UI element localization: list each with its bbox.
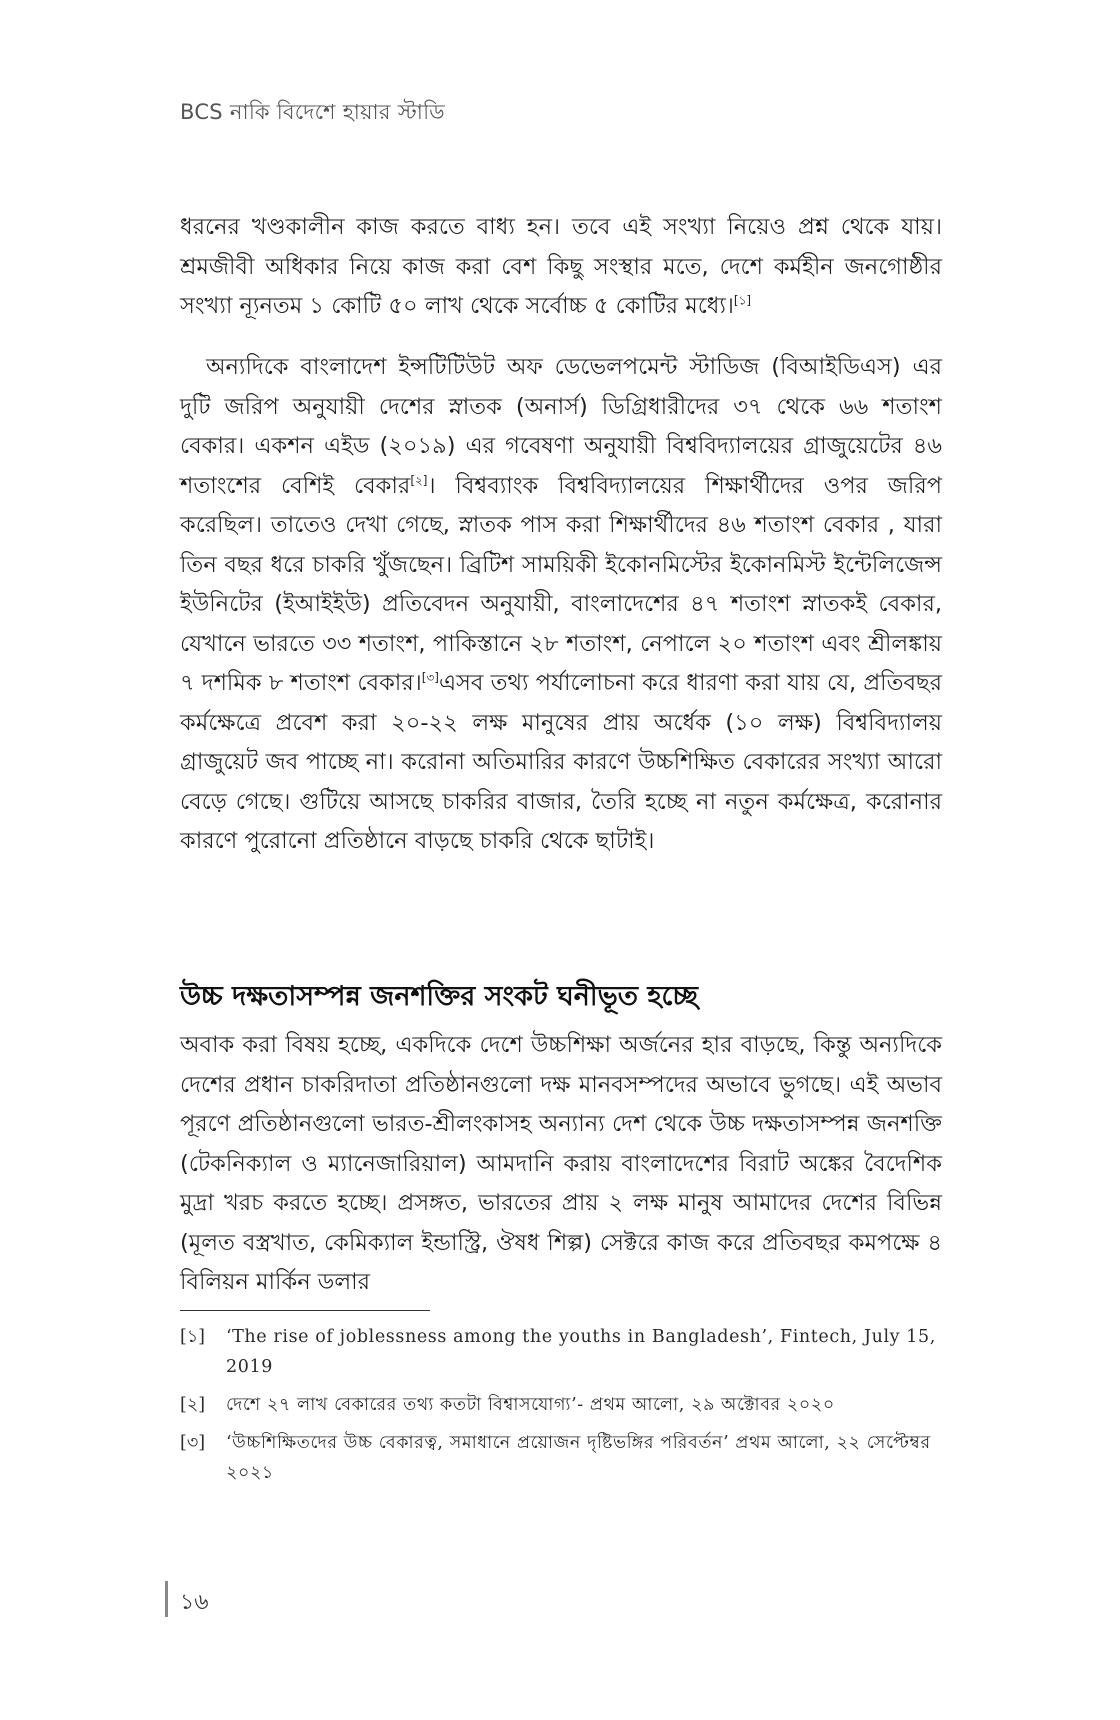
paragraph-2-part-2: । বিশ্বব্যাংক বিশ্ববিদ্যালয়ের শিক্ষার্থীদের ওপর জরিপ করেছিল। তাতেও দেখা গেছে, স্নাতক পাস করা শিক্ষার্থীদের ৪৬ শতাংশ বেকার , যারা তিন বছর ধরে চাকরি খুঁজছেন। ব্রিটিশ সাময়িকী ইকোনমিস্টের ইকোনমিস্ট ইন্টেলিজেন্স ইউনিটের (ইআইইউ) প্রতিবেদন অনুযায়ী, বাংলাদেশের ৪৭ শতাংশ স্নাতকই বেকার, যেখানে ভারতে ৩৩ শতাংশ, পাকিস্তানে ২৮ শতাংশ, নেপালে ২০ শতাংশ এবং শ্রীলঙ্কায় ৭ দশমিক ৮ শতাংশ বেকার। xyxy=(180,472,942,696)
paragraph-2 xyxy=(180,348,942,862)
footnote-ref-1[interactable]: [১] xyxy=(733,293,752,308)
footnote-ref-2[interactable]: [২] xyxy=(410,473,428,487)
footnote-3-mark: [৩] xyxy=(180,1433,206,1453)
footnote-2 xyxy=(180,1390,942,1420)
footnote-3 xyxy=(180,1428,942,1488)
page-number: ১৬ xyxy=(180,1590,209,1615)
footnote-divider xyxy=(180,1310,430,1311)
section-heading: উচ্চ দক্ষতাসম্পন্ন জনশক্তির সংকট ঘনীভূত হচ্ছে xyxy=(180,981,698,1013)
footnotes xyxy=(180,1322,942,1496)
paragraph-3 xyxy=(180,1026,942,1303)
footnote-3-text: ‘উচ্চশিক্ষিতদের উচ্চ বেকারত্ব, সমাধানে প্রয়োজন দৃষ্টিভঙ্গির পরিবর্তন’ প্রথম আলো, ২২ সেপ্টেম্বর ২০২১ xyxy=(226,1433,931,1483)
paragraph-1-body: ধরনের খণ্ডকালীন কাজ করতে বাধ্য হন। তবে এই সংখ্যা নিয়েও প্রশ্ন থেকে যায়। শ্রমজীবী অধিকার নিয়ে কাজ করা বেশ কিছু সংস্থার মতে, দেশে কর্মহীন জনগোষ্ঠীর সংখ্যা ন্যূনতম ১ কোটি ৫০ লাখ থেকে সর্বোচ্চ ৫ কোটির মধ্যে। xyxy=(180,214,942,319)
paragraph-2-text xyxy=(180,348,942,862)
paragraph-1-text xyxy=(180,208,942,327)
footnote-ref-3[interactable]: [৩] xyxy=(421,670,439,685)
paragraph-2-part-3: এসব তথ্য পর্যালোচনা করে ধারণা করা যায় যে, প্রতিবছর কর্মক্ষেত্রে প্রবেশ করা ২০-২২ লক্ষ মানুষের প্রায় অর্ধেক (১০ লক্ষ) বিশ্ববিদ্যালয় গ্রাজুয়েট জব পাচ্ছে না। করোনা অতিমারির কারণে উচ্চশিক্ষিত বেকারের সংখ্যা আরো বেড়ে গেছে। গুটিয়ে আসছে চাকরির বাজার, তৈরি হচ্ছে না নতুন কর্মক্ষেত্র, করোনার কারণে পুরোনো প্রতিষ্ঠানে বাড়ছে চাকরি থেকে ছাটাই। xyxy=(180,670,942,854)
footnote-1 xyxy=(180,1322,942,1382)
paragraph-2-part-1: অন্যদিকে বাংলাদেশ ইন্সটিটিউট অফ ডেভেলপমেন্ট স্টাডিজ (বিআইডিএস) এর দুটি জরিপ অনুযায়ী দেশের স্নাতক (অনার্স) ডিগ্রিধারীদের ৩৭ থেকে ৬৬ শতাংশ বেকার। একশন এইড (২০১৯) এর গবেষণা অনুযায়ী বিশ্ববিদ্যালয়ের গ্রাজুয়েটের ৪৬ শতাংশের বেশিই বেকার xyxy=(180,354,942,499)
footnote-2-mark: [২] xyxy=(180,1395,206,1415)
running-header: BCS নাকি বিদেশে হায়ার স্টাডি xyxy=(180,100,445,124)
paragraph-1 xyxy=(180,208,942,327)
footnote-1-text: ‘The rise of joblessness among the youths in Bangladesh’, Fintech, July 15, 2019 xyxy=(226,1327,936,1377)
paragraph-3-text: অবাক করা বিষয় হচ্ছে, একদিকে দেশে উচ্চশিক্ষা অর্জনের হার বাড়ছে, কিন্তু অন্যদিকে দেশের প্রধান চাকরিদাতা প্রতিষ্ঠানগুলো দক্ষ মানবসম্পদের অভাবে ভুগছে। এই অভাব পূরণে প্রতিষ্ঠানগুলো ভারত-শ্রীলংকাসহ অন্যান্য দেশ থেকে উচ্চ দক্ষতাসম্পন্ন জনশক্তি (টেকনিক্যাল ও ম্যানেজারিয়াল) আমদানি করায় বাংলাদেশের বিরাট অঙ্কের বৈদেশিক মুদ্রা খরচ করতে হচ্ছে। প্রসঙ্গত, ভারতের প্রায় ২ লক্ষ মানুষ আমাদের দেশের বিভিন্ন (মূলত বস্ত্রখাত, কেমিক্যাল ইন্ডাস্ট্রি, ঔষধ শিল্প) সেক্টরে কাজ করে প্রতিবছর কমপক্ষে ৪ বিলিয়ন মার্কিন ডলার xyxy=(180,1032,942,1295)
page-number-bar xyxy=(165,1581,168,1617)
footnote-2-text: দেশে ২৭ লাখ বেকারের তথ্য কতটা বিশ্বাসযোগ্য’- প্রথম আলো, ২৯ অক্টোবর ২০২০ xyxy=(226,1395,835,1415)
footnote-1-mark: [১] xyxy=(180,1327,206,1347)
